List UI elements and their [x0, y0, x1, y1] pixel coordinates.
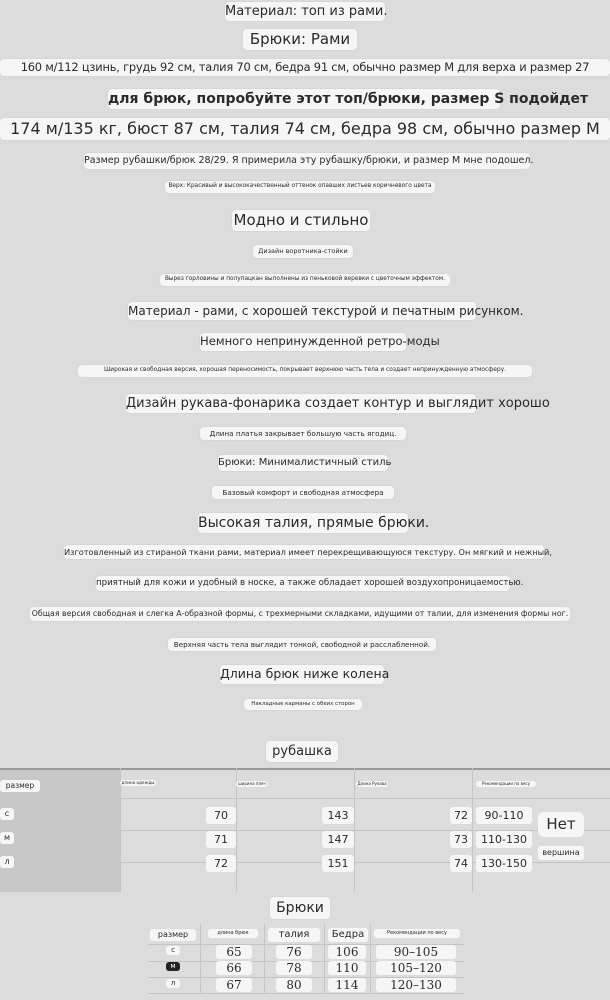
shirt-row-extra: 73 — [450, 831, 472, 848]
shirt-row-size: с — [0, 808, 14, 820]
neckline-note: Вырез горловины и полупацкан выполнены из пеньковой веревки с цветочным эффектом. — [160, 274, 450, 286]
shirt-header-size: размер — [0, 780, 40, 792]
shirt-row-weight: 110-130 — [476, 831, 532, 848]
dress-length-note: Длина платья закрывает большую часть ягодиц. — [200, 427, 406, 440]
size-fit-note: Размер рубашки/брюк 28/29. Я примерила эту рубашку/брюки, и размер M мне подошел. — [84, 153, 530, 169]
pants-row-weight: 105–120 — [376, 961, 456, 975]
pants-row-weight: 120–130 — [376, 978, 456, 992]
pants-header-hips: Бедра — [328, 928, 368, 942]
pockets-note: Накладные карманы с обеих сторон — [244, 699, 362, 710]
pants-row-length: 67 — [216, 978, 252, 992]
shirt-header-sleeve: Длина Рукава — [357, 781, 387, 786]
cut-note: Общая версия свободная и слегка А-образной формы, с трехмерными складками, идущими от талии, для изменения формы ног. — [30, 607, 570, 621]
shirt-row-sleeve: 147 — [322, 831, 354, 848]
pants-row-size: с — [166, 946, 180, 955]
shirt-table-title: рубашка — [266, 741, 338, 762]
pants-row-hips: 106 — [328, 945, 366, 959]
shirt-row-length: 71 — [206, 831, 236, 848]
pants-table-title: Брюки — [270, 897, 330, 919]
pants-header-length: длина брюк — [208, 929, 258, 938]
model-one-line-2: для брюк, попробуйте этот топ/брюки, размер S подойдет — [108, 91, 589, 107]
shirt-row-extra: 74 — [450, 855, 472, 872]
pants-row-length: 65 — [216, 945, 252, 959]
shirt-row-weight: 130-150 — [476, 855, 532, 872]
retro-line: Немного непринужденной ретро-моды — [200, 333, 406, 351]
pants-row-waist: 78 — [276, 961, 312, 975]
pants-row-length: 66 — [216, 961, 252, 975]
pants-size-table — [148, 924, 464, 994]
shirt-row-length: 70 — [206, 807, 236, 824]
shirt-row-sleeve: 143 — [322, 807, 354, 824]
pants-heading: Брюки: Рами — [243, 29, 357, 50]
fashion-heading: Модно и стильно — [233, 211, 369, 229]
pants-header-waist: талия — [268, 928, 320, 942]
model-two-line: 174 м/135 кг, бюст 87 см, талия 74 см, бедра 98 см, обычно размер M — [0, 118, 610, 140]
shirt-row-extra: 72 — [450, 807, 472, 824]
pants-row-hips: 110 — [328, 961, 366, 975]
model-one-line-1: 160 м/112 цзинь, грудь 92 см, талия 70 см, бедра 91 см, обычно размер M для верха и размер 27 — [0, 59, 610, 76]
no-top-note-small: вершина — [538, 846, 584, 860]
pants-row-hips: 114 — [328, 978, 366, 992]
pants-header-weight: Рекомендации по весу — [374, 929, 460, 938]
pants-row-size: л — [166, 979, 180, 988]
material-line: Материал: топ из рами. — [225, 4, 388, 19]
pants-header-size: размер — [150, 929, 196, 941]
fabric-note-1: Изготовленный из стираной ткани рами, материал имеет перекрещивающуюся текстуру. Он мягкий и нежный, — [64, 545, 544, 559]
material-texture-line: Материал - рами, с хорошей текстурой и печатным рисунком. — [128, 304, 524, 318]
high-waist-line: Высокая талия, прямые брюки. — [198, 515, 430, 531]
shirt-header-length: длина одежды — [121, 780, 155, 785]
pants-length-line: Длина брюк ниже колена — [220, 665, 384, 684]
pants-row-size: м — [166, 962, 180, 971]
top-color-note: Верх: Красивый и высококачественный оттенок опавших листьев коричневого цвета — [165, 181, 435, 193]
pants-style-line: Брюки: Минималистичный стиль — [218, 455, 388, 471]
shirt-row-size: м — [0, 832, 14, 844]
upper-body-note: Верхняя часть тела выглядит тонкой, свободной и расслабленной. — [168, 638, 436, 651]
pants-row-waist: 76 — [276, 945, 312, 959]
comfort-note: Базовый комфорт и свободная атмосфера — [212, 486, 394, 499]
shirt-row-sleeve: 151 — [322, 855, 354, 872]
shirt-row-size: л — [0, 856, 14, 868]
collar-design: Дизайн воротника-стойки — [253, 245, 353, 258]
shirt-header-shoulder: ширина плеч — [236, 781, 268, 787]
pants-row-waist: 80 — [276, 978, 312, 992]
fabric-note-2: приятный для кожи и удобный в носке, а также обладает хорошей воздухопроницаемостью. — [96, 576, 510, 591]
pants-row-weight: 90–105 — [376, 945, 456, 959]
shirt-size-table — [0, 768, 610, 892]
shirt-row-weight: 90-110 — [476, 807, 532, 824]
fit-note: Широкая и свободная версия, хорошая переносимость, покрывает верхнюю часть тела и создает непринужденную атмосферу. — [78, 365, 532, 377]
shirt-header-weight: Рекомендации по весу — [476, 781, 536, 787]
no-top-note-big: Нет — [538, 812, 584, 837]
shirt-row-length: 72 — [206, 855, 236, 872]
sleeve-design-line: Дизайн рукава-фонарика создает контур и выглядит хорошо — [126, 396, 550, 411]
